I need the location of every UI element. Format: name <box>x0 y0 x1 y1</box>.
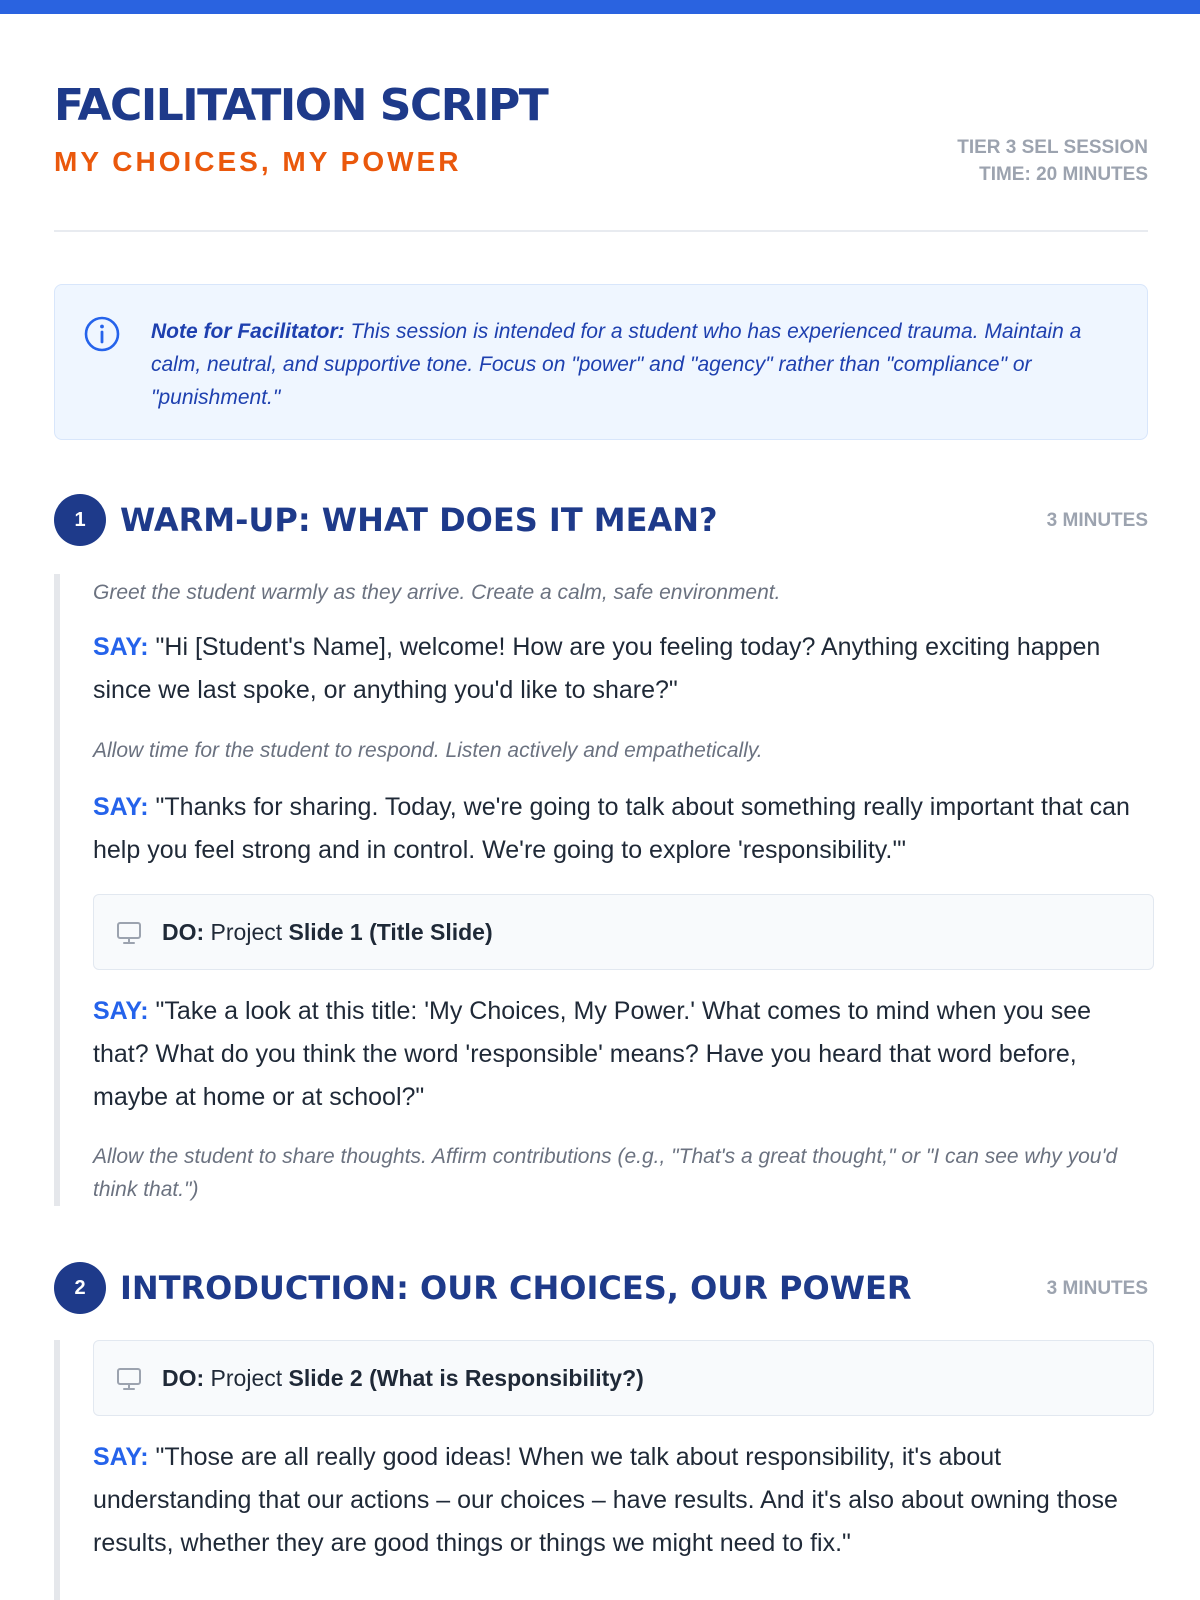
stage-direction: Allow the student to share thoughts. Affirm contributions (e.g., "That's a great thought," or "I can see why you'd think that.") <box>93 1145 1118 1201</box>
section-duration: 3 MINUTES <box>1046 1278 1148 1299</box>
say-text: "Thanks for sharing. Today, we're going to talk about something really important that can help you feel strong and in control. We're going to explore 'responsibility.'" <box>93 793 1130 864</box>
section-1-header <box>54 494 1148 546</box>
info-icon <box>83 315 121 353</box>
say-text: "Take a look at this title: 'My Choices, My Power.' What comes to mind when you see that? What do you think the word 'responsible' means? Have you heard that word before, maybe at home or at school?" <box>93 997 1092 1111</box>
slide-reference: Slide 1 (Title Slide) <box>288 919 493 945</box>
do-action: Project <box>204 1365 289 1391</box>
say-line <box>93 626 1153 712</box>
session-meta <box>957 134 1148 188</box>
session-time: TIME: 20 MINUTES <box>979 164 1148 185</box>
do-label: DO: <box>162 919 205 945</box>
monitor-icon <box>116 1367 142 1391</box>
say-text: "Hi [Student's Name], welcome! How are you feeling today? Anything exciting happen since we last spoke, or anything you'd like to share?" <box>93 633 1101 704</box>
section-title: WARM-UP: WHAT DOES IT MEAN? <box>120 501 718 539</box>
slide-reference: Slide 2 (What is Responsibility?) <box>288 1365 644 1391</box>
do-action: Project <box>204 919 289 945</box>
stage-direction: Allow time for the student to respond. Listen actively and empathetically. <box>93 739 763 762</box>
do-text <box>162 895 493 969</box>
note-body: This session is intended for a student who has experienced trauma. Maintain a calm, neutral, and supportive tone. Focus on "power" and "agency" rather than "compliance" or "punishment." <box>151 320 1082 409</box>
page-subtitle: MY CHOICES, MY POWER <box>54 146 462 177</box>
stage-direction: Greet the student warmly as they arrive. Create a calm, safe environment. <box>93 581 781 604</box>
section-2-header <box>54 1262 1148 1314</box>
section-number-badge: 1 <box>54 494 106 546</box>
section-1-body <box>54 574 1148 1206</box>
say-line <box>93 1436 1153 1565</box>
section-number-badge: 2 <box>54 1262 106 1314</box>
note-label: Note for Facilitator: <box>151 320 345 343</box>
facilitator-note-text <box>151 315 1091 414</box>
document-page <box>54 0 1148 1557</box>
monitor-icon <box>116 921 142 945</box>
say-label: SAY: <box>93 1443 149 1471</box>
section-2-body <box>54 1340 1148 1600</box>
page-title: FACILITATION SCRIPT <box>54 80 548 131</box>
say-label: SAY: <box>93 997 149 1025</box>
do-text <box>162 1341 644 1415</box>
do-instruction <box>93 1340 1154 1416</box>
do-label: DO: <box>162 1365 205 1391</box>
facilitator-note <box>54 284 1148 440</box>
say-label: SAY: <box>93 633 149 661</box>
say-label: SAY: <box>93 793 149 821</box>
say-line <box>93 990 1153 1119</box>
section-duration: 3 MINUTES <box>1046 510 1148 531</box>
document-header <box>54 0 1148 232</box>
say-line <box>93 786 1153 872</box>
session-tier: TIER 3 SEL SESSION <box>957 137 1148 158</box>
section-title: INTRODUCTION: OUR CHOICES, OUR POWER <box>120 1269 912 1307</box>
say-text: "Those are all really good ideas! When we talk about responsibility, it's about understanding that our actions – our choices – have results. And it's also about owning those results, whether they are good things or things we might need to fix." <box>93 1443 1118 1557</box>
do-instruction <box>93 894 1154 970</box>
